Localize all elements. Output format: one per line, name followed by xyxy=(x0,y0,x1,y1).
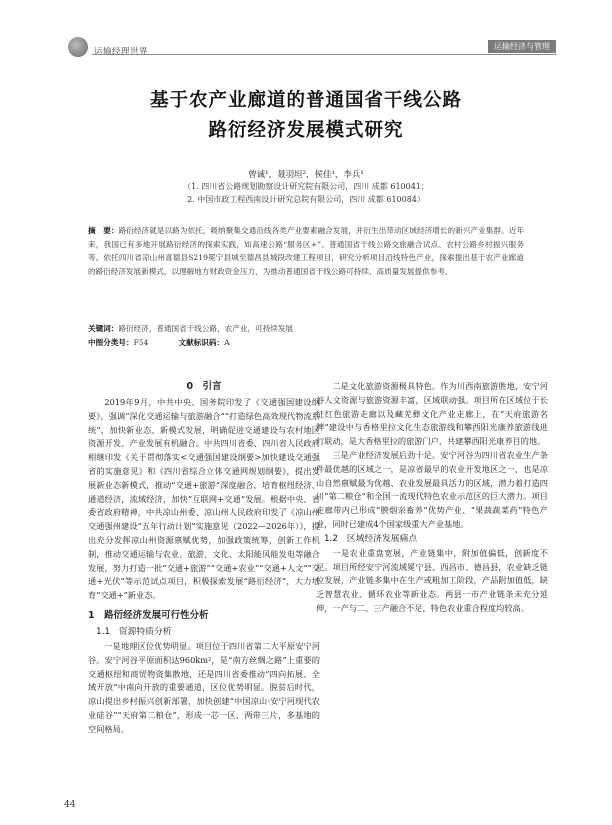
keywords-label: 关键词： xyxy=(88,324,119,333)
abstract-label: 摘 要： xyxy=(88,226,119,235)
page-header xyxy=(64,34,556,58)
authors: 曾诚¹，聂羽垣²，侯佳¹，李兵¹ xyxy=(248,170,364,180)
section-0-heading: 0 引言 xyxy=(186,381,222,392)
title-line-1: 基于农产业廊道的普通国省干线公路 xyxy=(149,90,462,111)
affiliation-1: （1. 四川省公路规划勘察设计研究院有限公司，四川 成都 610041； xyxy=(183,182,429,191)
paragraph-1-1-b: 二是文化旅游资源极具特色。作为川西南旅游胜地，安宁河谷人文资源与旅游资源丰富，区域联动强。项目所在区域位于长征红色旅游走廊以及藏羌彝文化产业走廊上，在“天府旅游名牌”建设中与香格里拉文化生态旅游线和攀西阳光康养旅游线进行联动，是大香格里拉的旅游门户，共建攀西阳光康养目的地。 xyxy=(316,381,548,447)
title-line-2: 路衍经济发展模式研究 xyxy=(208,120,404,141)
paragraph-1-1-a: 一是地理区位优势明显。项目位于四川省第二大平原安宁河谷。安宁河谷平原面积达960km²，是“南方丝绸之路”上重要的交通枢纽和商贸物资集散地，还是四川省委推动“四向拓展、全域开放”中南向开放的重要通道，区位优势明显。脱贫后时代，凉山提出乡村振兴创新部署，加快创建“中国凉山·安宁河现代农业硅谷”“天府第二粮仓”，形成一芯一区、两带三片，多基地的空间格局。 xyxy=(88,640,320,734)
section-1-1-heading: 1.1 资源特质分析 xyxy=(96,626,172,637)
journal-name: 运输经理世界 xyxy=(94,47,149,57)
keywords xyxy=(88,322,524,335)
header-divider xyxy=(92,54,556,55)
doc-code-label: 文献标识码： xyxy=(178,338,225,347)
clc-label: 中图分类号： xyxy=(88,338,134,347)
paragraph-1-1-c: 三是产业经济发展后劲十足。安宁河谷为四川省农业生产条件最优越的区域之一，是凉省最早的农业开发地区之一，也是凉山自然禀赋最为优越、农业发展最具活力的区域，潜力着打造四川“第二粮仓”和全国一流现代特色农业示范区的巨大潜力。项目走廊带内已形成“腴烟亲畜养”优势产业、“果蔬蔬菜药”特色产业，同时已建成4个国家级重大产业基地。 xyxy=(316,449,548,529)
intro-paragraph: 2019年9月，中共中央、国务院印发了《交通强国建设纲要》，强调“深化交通运输与旅游融合”“打造绿色高效现代物流系统”，加快新业态、新模式发展，明确促进交通建设与农村地区资源开发、产业发展有机融合。中共四川省委、四川省人民政府相继印发《关于贯彻落实<交通强国建设纲要>加快建设交通强省的实施意见》和《四川省综合立体交通网规划纲要》，提出发展新业态新模式，推动“交通+旅游”深度融合，培育枢纽经济、通道经济，流域经济，加快“互联网+交通”发展。根据中央、省委省政府精神，中共凉山州委、凉山州人民政府印发了《凉山州交通强州建设“五年行动计划”实施意见（2022—2026年）》，提出充分发挥凉山州资源禀赋优势，加强政策统筹，创新工作机制，推动交通运输与农业、旅游、文化、太阳能风能发电等融合发展，努力打造一批“交通+旅游”“交通+农业”“交通+人文”“交通+光伏”等示范试点项目，积极探索发展“路衍经济”，大力培育“交通+”新业态。 xyxy=(88,397,320,601)
right-column xyxy=(316,380,548,616)
paragraph-1-2-a: 一是农业重盘宽展，产业链集中，附加值偏低，创新度不足。项目所经安宁河流域冕宁县、西昌市、德昌县，农业缺乏链位发展，产业链多集中在生产或粗加工阶段，产品附加值低，缺乏智慧农业、循环农业等新业态。两县一市产业链条未充分延伸，一产与二、三产融合不足，特色农业重合程度均较高。 xyxy=(316,547,548,613)
abstract-text: 路衍经济就是以路为依托，吸纳聚集交通沿线各类产业要素融合发展，并衍生出带动区域经济增长的新兴产业集群。近年来，我国已有多地开展路衍经济的探索实践，如高速公路“服务区+”、普通国省干线公路交旅融合试点、农村公路乡村振兴服务等。依托四川省凉山州喜德县S219冕宁县城至德昌县城段改建工程项目，研究分析项目沿线特色产业，探索提出基于农产业廊道的路衍经济发展新模式，以理解地方财政资金压力，为推动普通国省干线公路可持续、高质量发展提供参考。 xyxy=(88,226,525,276)
clc-value: F54 xyxy=(133,338,149,347)
section-1-2-heading: 1.2 区域经济发展痛点 xyxy=(324,533,418,544)
section-tag: 运输经济与管理 xyxy=(488,40,556,53)
classification xyxy=(88,336,524,349)
keywords-text: 路衍经济，普通国省干线公路，农产业，可持续发展 xyxy=(118,324,294,333)
journal-logo-icon xyxy=(68,37,88,57)
page-number: 44 xyxy=(64,800,76,810)
section-1-heading: 1 路衍经济发展可行性分析 xyxy=(88,609,209,621)
left-column xyxy=(88,380,320,734)
abstract xyxy=(88,224,524,278)
article-title xyxy=(56,86,556,146)
affiliation-2: 2. 中国市政工程西南设计研究总院有限公司，四川 成都 610084） xyxy=(187,195,425,204)
doc-code-value: A xyxy=(224,338,230,347)
